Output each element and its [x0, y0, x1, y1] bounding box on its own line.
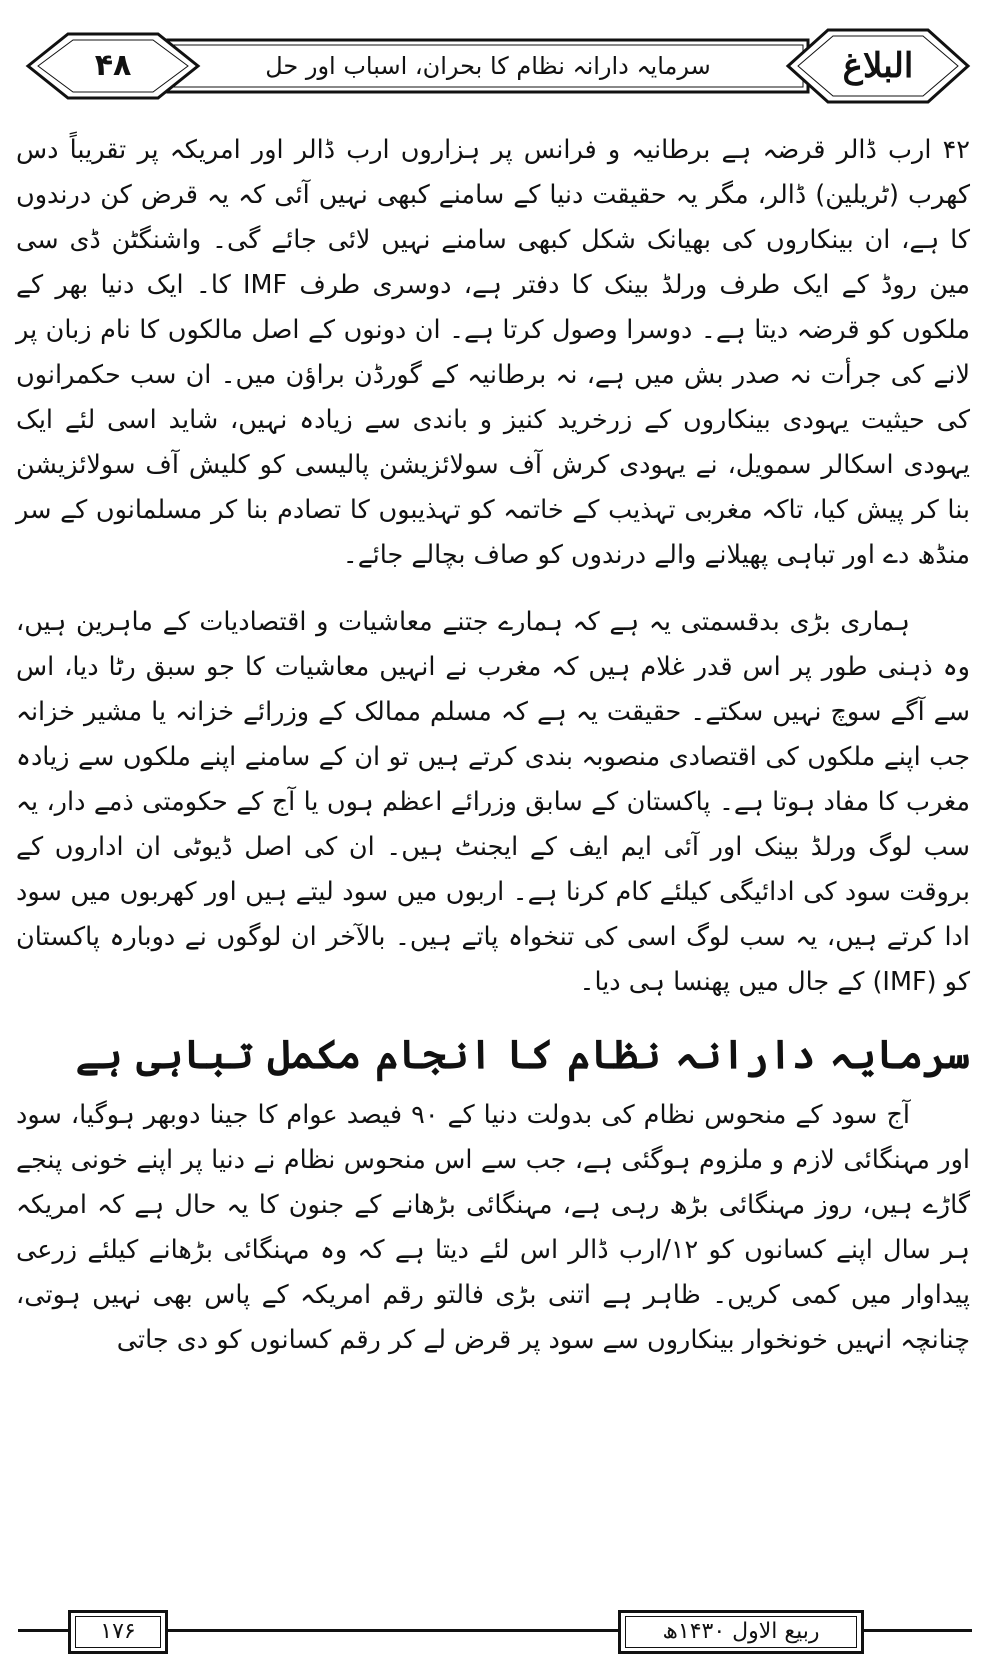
section-heading: سرمایہ دارانہ نظام کا انجام مکمل تباہی ہے: [75, 1031, 970, 1078]
article-body: [16, 128, 970, 1363]
footer-rule-middle: [168, 1629, 618, 1632]
header-page-number: ۴۸: [94, 48, 132, 83]
running-title: سرمایہ دارانہ نظام کا بحران، اسباب اور حل: [265, 52, 711, 80]
footer-rule-left: [18, 1629, 68, 1632]
paragraph-3: آج سود کے منحوس نظام کی بدولت دنیا کے ۹۰ فیصد عوام کا جینا دوبھر ہوگیا، سود اور مہنگائی لازم و ملزوم ہوگئی ہے، جب سے اس منحوس نظام نے دنیا پر اپنے خونی پنجے گاڑے ہیں، روز مہنگائی بڑھ رہی ہے، مہنگائی بڑھانے کے جنون کا یہ حال ہے کہ امریکہ ہر سال اپنے کسانوں کو ۱۲/ارب ڈالر اس لئے دیتا ہے کہ وہ مہنگائی بڑھانے کیلئے زرعی پیداوار میں کمی کریں۔ ظاہر ہے اتنی بڑی فالتو رقم امریکہ کے پاس بھی نہیں ہوتی، چنانچہ انہیں خونخوار بینکاروں سے سود پر قرض لے کر رقم کسانوں کو دی جاتی: [16, 1100, 970, 1355]
footer-rule-right: [864, 1629, 972, 1632]
magazine-masthead: البلاغ: [842, 46, 914, 86]
paragraph-2: ہماری بڑی بدقسمتی یہ ہے کہ ہمارے جتنے معاشیات و اقتصادیات کے ماہرین ہیں، وہ ذہنی طور پر اس قدر غلام ہیں کہ مغرب نے انہیں معاشیات کا جو سبق رٹا دیا، اس سے آگے سوچ نہیں سکتے۔ حقیقت یہ ہے کہ مسلم ممالک کے وزرائے خزانہ یا مشیر خزانہ جب اپنے ملکوں کی اقتصادی منصوبہ بندی کرتے ہیں تو ان کے سامنے اپنے ملکوں سے زیادہ مغرب کا مفاد ہوتا ہے۔ پاکستان کے سابق وزرائے اعظم ہوں یا آج کے حکومتی ذمے دار، یہ سب لوگ ورلڈ بینک اور آئی ایم ایف کے ایجنٹ ہیں۔ ان کی اصل ڈیوٹی ان اداروں کے بروقت سود کی ادائیگی کیلئے کام کرنا ہے۔ اربوں میں سود لیتے ہیں اور کھربوں میں سود ادا کرتے ہیں، یہ سب لوگ اسی کی تنخواہ پاتے ہیں۔ بالآخر ان لوگوں نے دوبارہ پاکستان کو (IMF) کے جال میں پھنسا ہی دیا۔: [16, 607, 970, 997]
paragraph-1: ۴۲ ارب ڈالر قرضہ ہے برطانیہ و فرانس پر ہزاروں ارب ڈالر اور امریکہ پر تقریباً دس کھرب (ٹریلین) ڈالر، مگر یہ حقیقت دنیا کے سامنے کبھی نہیں آئی کہ یہ قرض کن درندوں کا ہے، ان بینکاروں کی بھیانک شکل کبھی سامنے نہیں لائی جائے گی۔ واشنگٹن ڈی سی مین روڈ کے ایک طرف ورلڈ بینک کا دفتر ہے، دوسری طرف IMF کا۔ ایک دنیا بھر کے ملکوں کو قرضہ دیتا ہے۔ دوسرا وصول کرتا ہے۔ ان دونوں کے اصل مالکوں کا نام زبان پر لانے کی جرأت نہ صدر بش میں ہے، نہ برطانیہ کے گورڈن براؤن میں۔ ان سب حکمرانوں کی حیثیت یہودی بینکاروں کے زرخرید کنیز و باندی سے زیادہ نہیں، شاید اسی لئے ایک یہودی اسکالر سمویل، نے یہودی کرش آف سولائزیشن پالیسی کو کلیش آف سولائزیشن بنا کر پیش کیا، تاکہ مغربی تہذیب کے خاتمہ کو تہذیبوں کا تصادم بنا کر مسلمانوں کے سر منڈھ دے اور تباہی پھیلانے والے درندوں کو صاف بچالے جائے۔: [16, 135, 970, 570]
page-footer: [18, 1608, 972, 1652]
footer-page-number: ۱۷۶: [68, 1610, 168, 1654]
page-header: [18, 28, 972, 106]
footer-issue-date: ربیع الاول ۱۴۳۰ھ: [618, 1610, 864, 1654]
